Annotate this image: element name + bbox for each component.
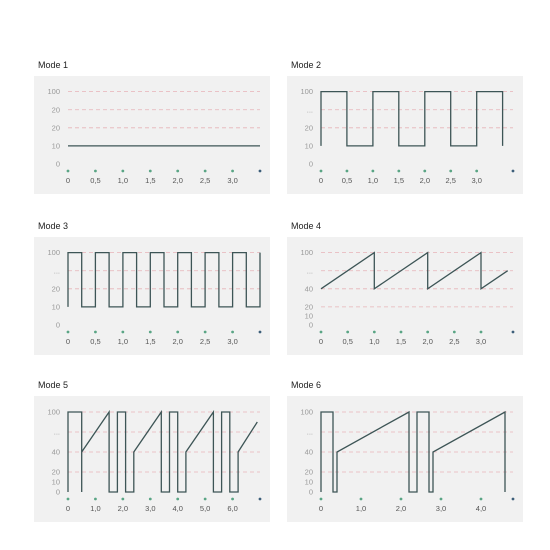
axis-dot — [480, 498, 483, 501]
y-tick-label: ... — [306, 105, 313, 115]
axis-dot — [67, 498, 70, 501]
chart-title: Mode 2 — [291, 60, 322, 70]
x-tick-label: 1,5 — [395, 337, 407, 346]
y-tick-label: ... — [53, 266, 60, 276]
x-tick-label: 1,0 — [367, 176, 379, 185]
x-tick-label: 0,5 — [341, 176, 353, 185]
panel-mode-4 — [287, 219, 523, 355]
axis-dot — [346, 331, 349, 334]
x-tick-label: 4,0 — [172, 504, 183, 513]
x-tick-label: 3,0 — [471, 176, 482, 185]
axis-dot — [259, 331, 262, 334]
axis-dot — [426, 331, 429, 334]
y-tick-label: 0 — [308, 159, 313, 169]
y-tick-label: 100 — [47, 87, 60, 97]
axis-dot — [373, 331, 376, 334]
axis-dot — [94, 498, 97, 501]
y-tick-label: 40 — [304, 447, 313, 457]
axis-dot — [94, 331, 97, 334]
axis-dot — [320, 331, 323, 334]
x-tick-label: 0 — [318, 504, 324, 513]
chart-title: Mode 1 — [38, 60, 69, 70]
x-tick-label: 2,5 — [199, 176, 211, 185]
x-tick-label: 0 — [318, 176, 324, 185]
y-tick-label: 40 — [51, 447, 60, 457]
chart-title: Mode 3 — [38, 221, 69, 231]
y-tick-label: 100 — [300, 407, 313, 417]
x-tick-label: 2,0 — [172, 176, 183, 185]
x-tick-label: 1,5 — [393, 176, 405, 185]
y-tick-label: 0 — [55, 487, 60, 497]
x-tick-label: 1,0 — [90, 504, 101, 513]
y-tick-label: 20 — [304, 123, 313, 133]
y-tick-label: 100 — [300, 87, 313, 97]
x-tick-label: 1,0 — [369, 337, 380, 346]
chart-title: Mode 6 — [291, 380, 322, 390]
axis-dot — [346, 170, 349, 173]
y-tick-label: 10 — [304, 311, 313, 321]
y-tick-label: 10 — [304, 141, 313, 151]
axis-dot — [204, 498, 207, 501]
chart-mode-6 — [287, 396, 523, 522]
x-tick-label: 2,0 — [117, 504, 129, 513]
axis-dot — [231, 331, 234, 334]
x-tick-label: 2,0 — [422, 337, 433, 346]
x-tick-label: 1,0 — [355, 504, 367, 513]
x-tick-label: 1,5 — [145, 176, 156, 185]
axis-dot — [121, 498, 124, 501]
axis-dot — [176, 170, 179, 173]
axis-dot — [480, 331, 483, 334]
axis-dot — [67, 170, 70, 173]
y-tick-label: 20 — [51, 284, 60, 294]
y-tick-label: 0 — [308, 320, 313, 330]
chart-mode-4 — [287, 237, 523, 355]
chart-title: Mode 5 — [38, 380, 69, 390]
chart-mode-1 — [34, 76, 270, 194]
x-tick-label: 0 — [318, 337, 324, 346]
x-tick-label: 0,5 — [90, 176, 101, 185]
x-tick-label: 2,0 — [395, 504, 407, 513]
x-tick-label: 1,0 — [117, 176, 129, 185]
axis-dot — [231, 498, 234, 501]
axis-dot — [67, 331, 70, 334]
chart-mode-2 — [287, 76, 523, 194]
chart-title: Mode 4 — [291, 221, 322, 231]
axis-dot — [176, 498, 179, 501]
x-tick-label: 1,0 — [117, 337, 129, 346]
axis-dot — [176, 331, 179, 334]
x-tick-label: 6,0 — [227, 504, 238, 513]
y-tick-label: ... — [306, 427, 313, 437]
axis-dot — [360, 498, 363, 501]
axis-dot — [149, 170, 152, 173]
y-tick-label: 20 — [51, 467, 60, 477]
chart-mode-3 — [34, 237, 270, 355]
x-tick-label: 3,0 — [475, 337, 487, 346]
y-tick-label: 20 — [51, 105, 60, 115]
y-tick-label: 40 — [304, 284, 313, 294]
x-tick-label: 0,5 — [90, 337, 101, 346]
axis-dot — [512, 331, 515, 334]
x-tick-label: 4,0 — [475, 504, 487, 513]
axis-dot — [121, 170, 124, 173]
axis-dot — [259, 170, 262, 173]
axis-dot — [475, 170, 478, 173]
axis-dot — [371, 170, 374, 173]
axis-dot — [512, 498, 515, 501]
y-tick-label: 100 — [300, 248, 313, 258]
y-tick-label: 20 — [51, 123, 60, 133]
y-tick-label: 10 — [51, 477, 60, 487]
axis-dot — [440, 498, 443, 501]
axis-dot — [423, 170, 426, 173]
y-tick-label: 20 — [304, 302, 313, 312]
panel-mode-5 — [34, 378, 270, 522]
x-tick-label: 2,5 — [199, 337, 211, 346]
y-tick-label: 100 — [47, 248, 60, 258]
panel-mode-2 — [287, 58, 523, 194]
x-tick-label: 0 — [65, 176, 71, 185]
y-tick-label: 0 — [55, 320, 60, 330]
x-tick-label: 0 — [65, 337, 71, 346]
x-tick-label: 1,5 — [145, 337, 156, 346]
axis-dot — [320, 170, 323, 173]
axis-dot — [512, 170, 515, 173]
panel-mode-1 — [34, 58, 270, 194]
axis-dot — [204, 170, 207, 173]
x-tick-label: 2,0 — [419, 176, 431, 185]
x-tick-label: 3,0 — [435, 504, 447, 513]
y-tick-label: ... — [53, 427, 60, 437]
x-tick-label: 2,0 — [172, 337, 183, 346]
y-tick-label: 10 — [51, 141, 60, 151]
series-line — [321, 92, 503, 146]
y-tick-label: 100 — [47, 407, 60, 417]
axis-dot — [149, 498, 152, 501]
panel-mode-6 — [287, 378, 523, 522]
axis-dot — [400, 498, 403, 501]
y-tick-label: 20 — [304, 467, 313, 477]
axis-dot — [397, 170, 400, 173]
axis-dot — [453, 331, 456, 334]
axis-dot — [320, 498, 323, 501]
x-tick-label: 5,0 — [199, 504, 211, 513]
axis-dot — [449, 170, 452, 173]
axis-dot — [94, 170, 97, 173]
y-tick-label: 0 — [308, 487, 313, 497]
series-line — [68, 253, 260, 307]
y-tick-label: ... — [306, 266, 313, 276]
x-tick-label: 3,0 — [227, 176, 238, 185]
x-tick-label: 2,5 — [449, 337, 460, 346]
axis-dot — [121, 331, 124, 334]
axis-dot — [400, 331, 403, 334]
x-tick-label: 2,5 — [445, 176, 456, 185]
panel-mode-3 — [34, 219, 270, 355]
x-tick-label: 0,5 — [342, 337, 353, 346]
y-tick-label: 0 — [55, 159, 60, 169]
y-tick-label: 10 — [304, 477, 313, 487]
axis-dot — [149, 331, 152, 334]
axis-dot — [259, 498, 262, 501]
x-tick-label: 3,0 — [145, 504, 156, 513]
chart-mode-5 — [34, 396, 270, 522]
axis-dot — [204, 331, 207, 334]
x-tick-label: 3,0 — [227, 337, 238, 346]
x-tick-label: 0 — [65, 504, 71, 513]
y-tick-label: 10 — [51, 302, 60, 312]
axis-dot — [231, 170, 234, 173]
